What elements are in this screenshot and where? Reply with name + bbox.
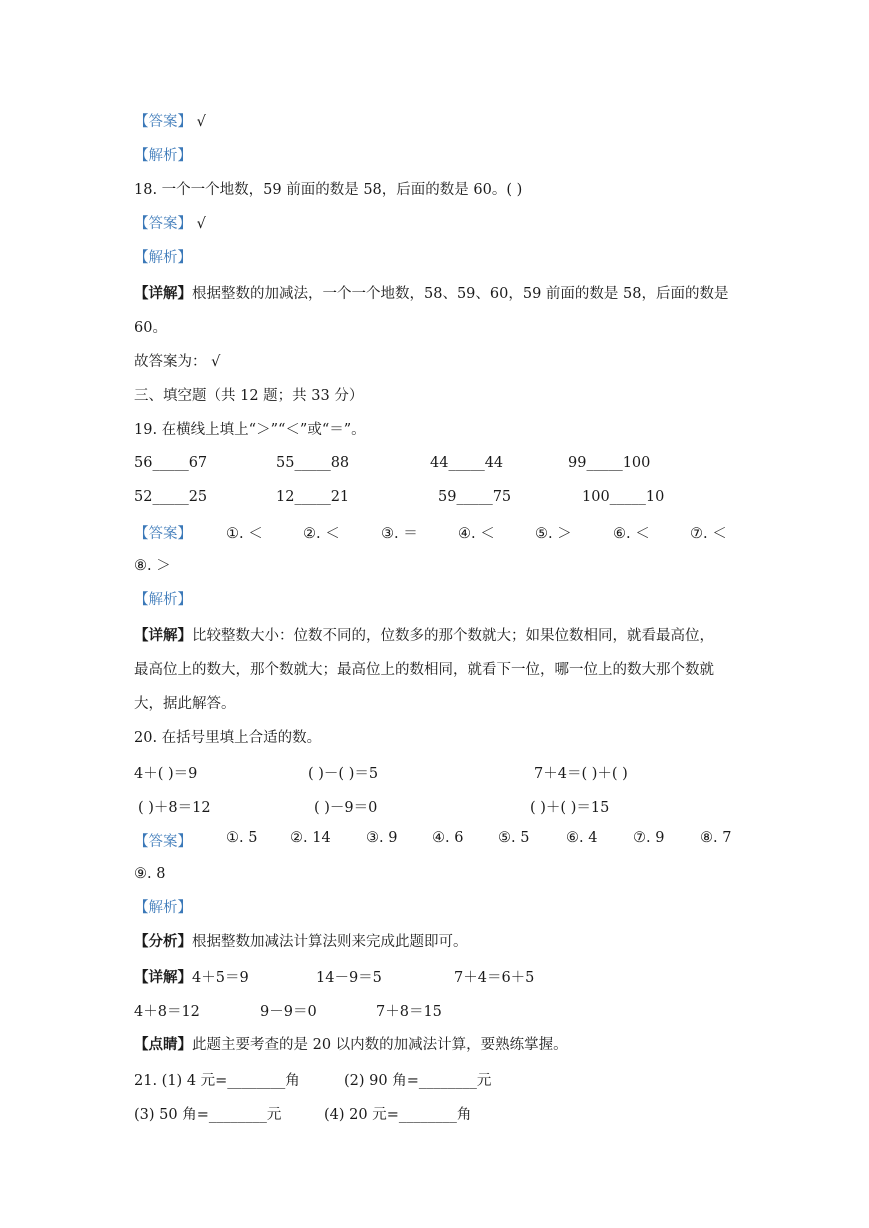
q20-item: ( )－9＝0 <box>314 800 378 816</box>
detail-18-cont: 60。 <box>134 320 167 336</box>
detail-tag: 【详解】 <box>134 285 192 302</box>
answer-item: ③. 9 <box>366 830 398 846</box>
detail-eq: 4＋8＝12 <box>134 1004 200 1020</box>
detail-text: 根据整数的加减法，一个一个地数，58、59、60，59 前面的数是 58，后面的数是 <box>192 286 729 302</box>
detail-eq: 14－9＝5 <box>316 970 382 986</box>
q21-item: (3) 50 角=________元 <box>134 1107 282 1123</box>
analysis-label: 【分析】 <box>134 933 192 950</box>
answer-item: ④. 6 <box>432 830 464 846</box>
q19-item: 12_____21 <box>276 489 350 505</box>
answer-item: ⑧. 7 <box>700 830 732 846</box>
answer-value: √ <box>196 114 206 130</box>
answer-item: ②. 14 <box>290 830 331 846</box>
q19-item: 59_____75 <box>438 489 512 505</box>
question-20: 20. 在括号里填上合适的数。 <box>134 730 322 746</box>
q19-item: 52_____25 <box>134 489 208 505</box>
answer-tag: 【答案】 <box>134 216 192 232</box>
answer-item: ⑤. ＞ <box>535 526 572 542</box>
note-20 <box>134 1035 568 1055</box>
q20-item: 7＋4＝( )＋( ) <box>534 766 628 782</box>
q20-item: 4＋( )＝9 <box>134 766 198 782</box>
detail-19-cont: 大，据此解答。 <box>134 696 236 712</box>
answer-item: ①. ＜ <box>226 526 263 542</box>
conclusion-18: 故答案为： √ <box>134 354 221 370</box>
note-tag: 【点睛】 <box>134 1036 192 1053</box>
analysis-tag: 【解析】 <box>134 250 192 266</box>
answer-line <box>134 112 206 132</box>
answer-item: ③. ＝ <box>381 526 418 542</box>
detail-tag: 【详解】 <box>134 627 192 644</box>
detail-eq: 7＋4＝6＋5 <box>454 970 535 986</box>
answer-tag: 【答案】 <box>134 526 192 542</box>
detail-tag: 【详解】 <box>134 969 192 986</box>
answer-item: ④. ＜ <box>458 526 495 542</box>
analysis-20 <box>134 932 468 952</box>
q21-item: (2) 90 角=________元 <box>344 1073 492 1089</box>
answer-item: ⑧. ＞ <box>134 558 171 574</box>
analysis-text: 根据整数加减法计算法则来完成此题即可。 <box>192 934 468 950</box>
detail-eq: 7＋8＝15 <box>376 1004 442 1020</box>
detail-19-cont: 最高位上的数大，那个数就大；最高位上的数相同，就看下一位，哪一位上的数大那个数就 <box>134 662 714 678</box>
analysis-tag: 【解析】 <box>134 592 192 608</box>
answer-item: ⑥. 4 <box>566 830 598 846</box>
q19-item: 44_____44 <box>430 455 504 471</box>
q21-item: (4) 20 元=________角 <box>324 1107 472 1123</box>
detail-text: 比较整数大小：位数不同的，位数多的那个数就大；如果位数相同，就看最高位， <box>192 628 714 644</box>
question-21: 21. (1) 4 元=________角 <box>134 1073 300 1089</box>
question-18: 18. 一个一个地数，59 前面的数是 58，后面的数是 60。( ) <box>134 182 523 198</box>
answer-item: ⑦. 9 <box>633 830 665 846</box>
detail-eq: 4＋5＝9 <box>192 970 249 986</box>
answer-item: ⑥. ＜ <box>613 526 650 542</box>
q20-item: ( )－( )＝5 <box>308 766 379 782</box>
answer-item: ⑦. ＜ <box>690 526 727 542</box>
answer-tag: 【答案】 <box>134 114 192 130</box>
answer-item: ①. 5 <box>226 830 258 846</box>
analysis-tag: 【解析】 <box>134 900 192 916</box>
q19-item: 100_____10 <box>582 489 665 505</box>
analysis-tag: 【解析】 <box>134 148 192 164</box>
answer-tag: 【答案】 <box>134 834 192 850</box>
q20-item: ( )＋8＝12 <box>138 800 211 816</box>
q20-item: ( )＋( )＝15 <box>530 800 610 816</box>
note-text: 此题主要考查的是 20 以内数的加减法计算，要熟练掌握。 <box>192 1037 568 1053</box>
answer-item: ⑨. 8 <box>134 866 166 882</box>
q19-item: 99_____100 <box>568 455 651 471</box>
answer-item: ⑤. 5 <box>498 830 530 846</box>
answer-line <box>134 214 206 234</box>
q19-item: 55_____88 <box>276 455 350 471</box>
answer-item: ②. ＜ <box>303 526 340 542</box>
detail-19 <box>134 626 714 646</box>
q19-item: 56_____67 <box>134 455 208 471</box>
detail-eq: 9－9＝0 <box>260 1004 317 1020</box>
detail-20 <box>134 966 249 987</box>
answer-value: √ <box>196 216 206 232</box>
section-title: 三、填空题（共 12 题；共 33 分） <box>134 388 364 404</box>
detail-18 <box>134 284 728 304</box>
question-19: 19. 在横线上填上“＞”“＜”或“＝”。 <box>134 422 366 438</box>
